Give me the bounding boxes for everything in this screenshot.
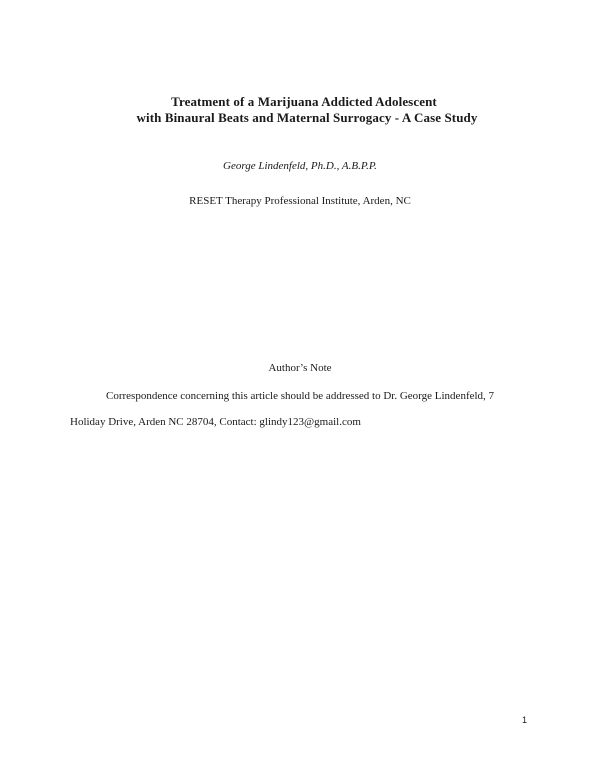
author-name: George Lindenfeld, Ph.D., A.B.P.P. [223,160,377,172]
author-affiliation: RESET Therapy Professional Institute, Arden, NC [189,195,411,207]
page-number: 1 [522,715,528,725]
paper-title-line-1: Treatment of a Marijuana Addicted Adolescent [171,94,437,109]
authors-note-heading: Author’s Note [268,362,332,374]
correspondence-text-line-2: Holiday Drive, Arden NC 28704, Contact: glindy123@gmail.com [70,416,361,428]
paper-title-line-2: with Binaural Beats and Maternal Surrogacy - A Case Study [136,110,478,125]
correspondence-text-line-1: Correspondence concerning this article should be addressed to Dr. George Lindenfeld, 7 [106,390,495,402]
